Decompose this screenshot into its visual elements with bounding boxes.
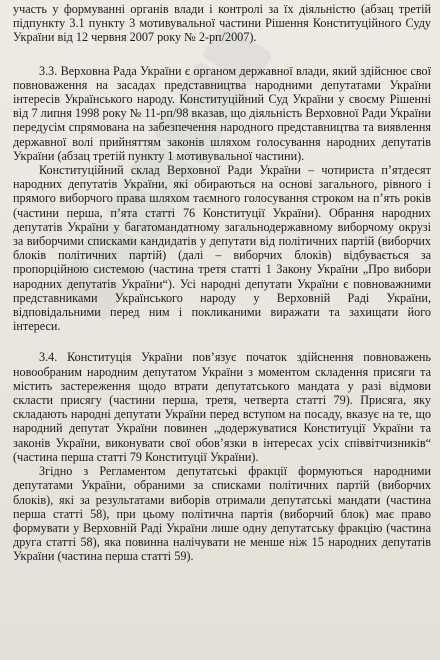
paragraph-3-4: 3.4. Конституція України пов’язує початок здійснення повноважень новообраним народним депутатом України з моментом складення присяги та містить застереження щодо втрати депутатського мандата у разі відмови скласти присягу (частини перша, третя, четверта статті 79). Присяга, яку складають народні депутати України перед вступом на посаду, вказує на те, що народний депутат України повинен „додержуватися Конституції України та законів України, виконувати свої обов’язки в інтересах усіх співвітчизників“ (частина перша статті 79 Конституції України). <box>13 350 431 464</box>
document-text <box>13 2 431 564</box>
paragraph-continuation: участь у формуванні органів влади і контролі за їх діяльністю (абзац третій підпункту 3.1 пункту 3 мотивувальної частини Рішення Конституційного Суду України від 12 червня 2007 року № 2-рп/2007). <box>13 2 431 45</box>
paragraph-composition: Конституційний склад Верховної Ради України – чотириста п’ятдесят народних депутатів України, які обираються на основі загального, рівного і прямого виборчого права шляхом таємного голосування строком на п’ять років (частини перша, п’ята статті 76 Конституції України). Обрання народних депутатів України у багатомандатному загальнодержавному виборчому окрузі за виборчими списками кандидатів у депутати від політичних партій (виборчих блоків політичних партій) (далі – виборчих блоків) відбувається за пропорційною системою (частина третя статті 1 Закону України „Про вибори народних депутатів України“). Усі народні депутати України є повноважними представниками Українського народу у Верховній Раді України, відповідальними перед ним і покликаними виражати та захищати його інтереси. <box>13 163 431 334</box>
paragraph-factions: Згідно з Регламентом депутатські фракції формуються народними депутатами України, обраними за списками політичних партій (виборчих блоків), які за результатами виборів отримали депутатські мандати (частина перша статті 58), при цьому політична партія (виборчий блок) має право формувати у Верховній Раді України лише одну депутатську фракцію (частина друга статті 58), яка повинна налічувати не менше ніж 15 народних депутатів України (частина перша статті 59). <box>13 464 431 564</box>
paragraph-3-3: 3.3. Верховна Рада України є органом державної влади, який здійснює свої повноваження на засадах представництва народними депутатами України інтересів Українського народу. Конституційний Суд України у своєму Рішенні від 7 липня 1998 року № 11-рп/98 вказав, що діяльність Верховної Ради України передусім спрямована на забезпечення народного представництва та виявлення державної волі прийняттям законів шляхом голосування народних депутатів України (абзац третій пункту 1 мотивувальної частини). <box>13 63 431 163</box>
